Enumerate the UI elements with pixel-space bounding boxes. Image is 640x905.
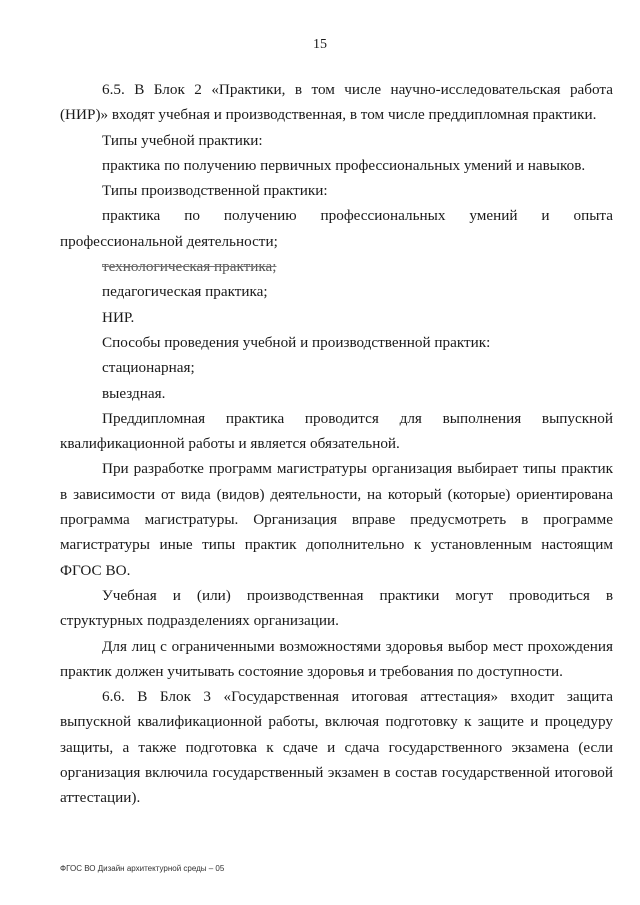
- paragraph-p7: педагогическая практика;: [102, 283, 268, 301]
- paragraph-p5: [60, 203, 613, 254]
- paragraph-p4: Типы производственной практики:: [102, 182, 328, 200]
- paragraph-p16: 6.6. В Блок 3 «Государственная итоговая аттестация» входит защита выпускной квалификационной работы, включая подготовку к защите и процедуру защиты, а также подготовка к сдаче и сдача государственного экзамена (если организация включила государственный экзамен в состав государственной итоговой аттестации).: [60, 688, 613, 807]
- paragraph-p12-line1: Преддипломная практика проводится для выполнения выпускной: [102, 409, 613, 427]
- paragraph-p6: [60, 254, 613, 279]
- paragraph-p2: Типы учебной практики:: [102, 131, 263, 149]
- paragraph-p13: При разработке программ магистратуры организация выбирает типы практик в зависимости от вида (видов) деятельности, на который (которые) ориентирована программа магистратуры. Организация вправе предусмотреть в программе магистратуры иные типы практик дополнительно к установленным настоящим ФГОС ВО.: [60, 460, 613, 579]
- paragraph-p6-text: технологическая практика;: [102, 258, 277, 276]
- paragraph-p11: выездная.: [102, 384, 166, 402]
- page-number: 15: [313, 37, 327, 52]
- paragraph-p8: НИР.: [102, 308, 135, 326]
- paragraph-p5-line1: практика по получению профессиональных умений и опыта: [102, 207, 613, 225]
- paragraph-p9: Способы проведения учебной и производственной практик:: [102, 333, 491, 351]
- paragraph-p1: 6.5. В Блок 2 «Практики, в том числе научно-исследовательская работа (НИР)» входят учебная и производственная, в том числе преддипломная практики.: [60, 81, 613, 124]
- paragraph-p14: Учебная и (или) производственная практики могут проводиться в структурных подразделениях организации.: [60, 586, 613, 630]
- paragraph-p12-line2: квалификационной работы и является обязательной.: [60, 435, 400, 453]
- paragraph-p5-line2: профессиональной деятельности;: [60, 232, 278, 250]
- paragraph-p10: стационарная;: [102, 359, 195, 377]
- paragraph-p3: практика по получению первичных профессиональных умений и навыков.: [102, 156, 586, 174]
- page-footer: ФГОС ВО Дизайн архитектурной среды – 05: [60, 864, 225, 873]
- paragraph-p12: [60, 406, 613, 457]
- paragraph-p15: Для лиц с ограниченными возможностями здоровья выбор мест прохождения практик должен учитывать состояние здоровья и требования по доступности.: [60, 637, 613, 680]
- document-body: [60, 77, 613, 811]
